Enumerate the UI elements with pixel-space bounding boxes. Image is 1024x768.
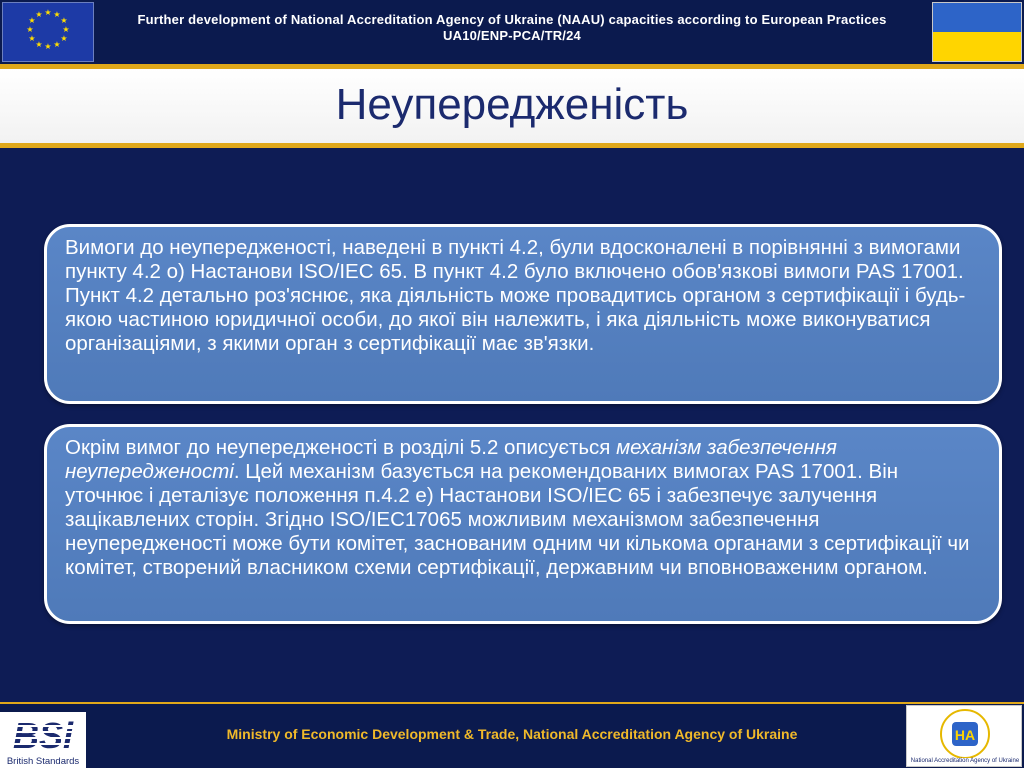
slide-title: Неупередженість	[335, 80, 689, 129]
svg-text:★: ★	[60, 16, 68, 25]
content-box-1	[44, 224, 1002, 404]
svg-text:★: ★	[53, 10, 61, 19]
bsi-logo-text: BSi	[12, 715, 74, 756]
svg-text:★: ★	[53, 40, 61, 49]
content-box-2-emphasis: механізм забезпечення неупередженості	[65, 436, 837, 483]
eu-flag-icon	[2, 2, 94, 62]
naau-caption: National Accreditation Agency of Ukraine	[910, 758, 1020, 764]
svg-text:★: ★	[44, 8, 52, 17]
naau-logo-letters: НА	[954, 727, 976, 743]
footer-gold-line	[0, 702, 1024, 704]
project-title: Further development of National Accreditation Agency of Ukraine (NAAU) capacities according to European Practices UA10/ENP-PCA/TR/24	[137, 12, 887, 43]
svg-text:★: ★	[62, 25, 70, 34]
gold-divider-bottom	[0, 143, 1024, 148]
svg-text:★: ★	[35, 10, 43, 19]
bsi-logo	[0, 712, 86, 768]
svg-text:★: ★	[28, 34, 36, 43]
content-box-2	[44, 424, 1002, 624]
svg-text:★: ★	[35, 40, 43, 49]
content-box-2-text	[65, 436, 981, 580]
ukraine-flag-blue-stripe	[933, 3, 1021, 32]
svg-text:★: ★	[44, 42, 52, 51]
svg-text:★: ★	[26, 25, 34, 34]
naau-logo	[906, 705, 1022, 767]
ukraine-flag-icon	[932, 2, 1022, 62]
content-box-1-text: Вимоги до неупередженості, наведені в пункті 4.2, були вдосконалені в порівнянні з вимогами пункту 4.2 о) Настанови ISO/IEC 65. В пункт 4.2 було включено обов'язкові вимоги PAS 17001. Пункт 4.2 детально роз'яснює, яка діяльність може провадитись органом з сертифікації і будь-якою частиною юридичної особи, до якої він належить, і яка діяльність може виконуватися організаціями, з якими орган з сертифікації має зв'язки.	[65, 236, 966, 355]
content-box-2-text-end: . Цей механізм базується на рекомендованих вимогах PAS 17001. Він уточнює і деталізує положення п.4.2 е) Настанови ISO/IEC 65 і забезпечує залучення зацікавлених сторін. Згідно ISO/IEC17065 можливим механізмом забезпечення неупередженості може бути комітет, заснованим одним чи кількома органами з сертифікації чи комітет, створений власником схеми сертифікації, державним чи вповноваженим органом.	[65, 460, 970, 579]
footer-ministry-text: Ministry of Economic Development & Trade, National Accreditation Agency of Ukraine	[226, 726, 798, 742]
content-box-2-text-start: Окрім вимог до неупередженості в розділі 5.2 описується	[65, 436, 617, 459]
bsi-caption: British Standards	[6, 756, 80, 767]
ukraine-flag-yellow-stripe	[933, 32, 1021, 61]
svg-text:★: ★	[28, 16, 36, 25]
svg-text:★: ★	[60, 34, 68, 43]
